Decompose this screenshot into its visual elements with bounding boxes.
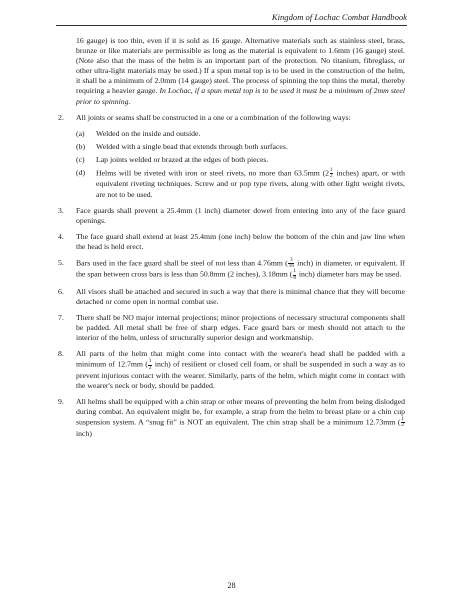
list-item-3 bbox=[58, 206, 405, 226]
item-text: All joints or seams shall be constructed in a one or a combination of the following ways: bbox=[76, 112, 351, 122]
fraction bbox=[330, 168, 334, 179]
fraction-denominator: 8 bbox=[293, 274, 296, 281]
item-number: 4. bbox=[58, 231, 64, 241]
fraction-numerator: 1 bbox=[330, 167, 333, 174]
item-text-b: inch) of resilient or closed cell foam, or shall be suspended in such a way as to prevent injurious contact with the wearer. Similarly, parts of the helm, which might come in contact with the wearer's neck or body, should be padded. bbox=[76, 359, 405, 390]
item-text-a: All helms shall be equipped with a chin strap or other means of preventing the helm from being dislodged during combat. An equivalent might be, for example, a strap from the helm to breast plate or a chin cup suspension system. A “snug fit” is NOT an equivalent. The chin strap shall be a minimum 12.73mm ( bbox=[76, 396, 405, 427]
sub-item-label: (a) bbox=[76, 128, 85, 138]
list-item-6 bbox=[58, 287, 405, 307]
item-number: 8. bbox=[58, 349, 64, 359]
sub-item-c bbox=[76, 155, 405, 165]
item-text-b: inch) in diameter, or equivalent. If the span between cross bars is less than 50.8mm (2 inches), 3.18mm ( bbox=[76, 258, 405, 279]
page-content bbox=[58, 36, 405, 445]
sub-item-text: Welded on the inside and outside. bbox=[96, 128, 201, 138]
fraction-numerator: 1 bbox=[293, 268, 296, 275]
item-text: Face guards shall prevent a 25.4mm (1 inch) diameter dowel from entering into any of the face guard openings. bbox=[76, 205, 405, 225]
fraction-numerator: 1 bbox=[148, 358, 152, 365]
item-number: 5. bbox=[58, 258, 64, 267]
sub-item-d bbox=[76, 168, 405, 200]
fraction-denominator: 2 bbox=[401, 422, 404, 429]
running-header: Kingdom of Lochac Combat Handbook bbox=[271, 12, 407, 22]
item-number: 6. bbox=[58, 286, 64, 296]
sub-item-label: (d) bbox=[76, 168, 86, 178]
item-number: 2. bbox=[58, 112, 64, 122]
fraction bbox=[293, 269, 297, 280]
sub-item-label: (b) bbox=[76, 141, 86, 151]
fraction-denominator: 2 bbox=[148, 364, 152, 371]
item-text: All visors shall be attached and secured in such a way that there is minimal chance that they will become detached or come open in normal combat use. bbox=[76, 286, 405, 306]
item-text-b: inch) bbox=[76, 428, 92, 438]
list-item-8 bbox=[58, 349, 405, 391]
item-text-c: inch) diameter bars may be used. bbox=[296, 269, 402, 279]
item-number: 3. bbox=[58, 205, 64, 215]
fraction bbox=[401, 417, 405, 428]
sub-item-text-before: Helms will be riveted with iron or steel rivets, no more than 63.5mm (2 bbox=[96, 168, 330, 178]
header-rule bbox=[56, 25, 407, 26]
list-item-2 bbox=[58, 113, 405, 200]
sub-item-label: (c) bbox=[76, 154, 85, 164]
fraction-numerator: 3 bbox=[290, 257, 293, 263]
sub-item-b bbox=[76, 142, 405, 152]
continued-text: 16 gauge) is too thin, even if it is sold as 16 gauge. Alternative materials such as stainless steel, brass, bronze or like materials are permissible as long as the material is equivalent to 1.6mm (16 gauge) steel. (Note also that the mass of the helm is an important part of the protection. No titanium, fibreglass, or other ultra-light materials may be used.) If a spun metal top is to be used in the construction of the helm, it shall be a minimum of 2.0mm (14 gauge) steel. The process of spinning the top thins the metal, thereby requiring a heavier gauge. bbox=[76, 36, 405, 96]
item-text: The face guard shall extend at least 25.4mm (one inch) below the bottom of the chin and jaw line when the head is held erect. bbox=[76, 231, 405, 251]
fraction-denominator: 16 bbox=[288, 263, 294, 270]
lochac-note: In Lochac, if a spun metal top is to be used it must be a minimum of 2mm steel prior to spinning. bbox=[76, 86, 406, 106]
sub-item-text: Lap joints welded or brazed at the edges of both pieces. bbox=[96, 154, 269, 164]
page-number: 28 bbox=[227, 581, 236, 590]
fraction-denominator: 2 bbox=[330, 173, 333, 180]
continued-paragraph bbox=[76, 36, 405, 107]
fraction-numerator: 1 bbox=[401, 416, 404, 423]
item-text-a: All parts of the helm that might come into contact with the wearer's head shall be padded with a minimum of 12.7mm ( bbox=[76, 349, 405, 369]
list-item-4 bbox=[58, 232, 405, 252]
list-item-9 bbox=[58, 397, 405, 439]
list-item-7 bbox=[58, 313, 405, 343]
item-text-a: Bars used in the face guard shall be steel of not less than 4.76mm ( bbox=[76, 258, 288, 268]
sub-item-a bbox=[76, 129, 405, 139]
sub-item-text: Welded with a single bead that extends through both surfaces. bbox=[96, 141, 288, 151]
list-item-5 bbox=[58, 258, 405, 281]
sub-item-text-after: inches) apart, or with equivalent riveting techniques. Screw and or pop type rivets, along with other light weight rivets, are not to be used. bbox=[96, 168, 405, 199]
item-text: There shall be NO major internal projections; minor projections of necessary structural components shall be padded. All metal shall be free of sharp edges. Face guard bars or mesh should not attach to the interior of the helm, unless of structurally superior design and workmanship. bbox=[76, 313, 405, 343]
item-number: 7. bbox=[58, 313, 64, 322]
item-number: 9. bbox=[58, 396, 64, 406]
